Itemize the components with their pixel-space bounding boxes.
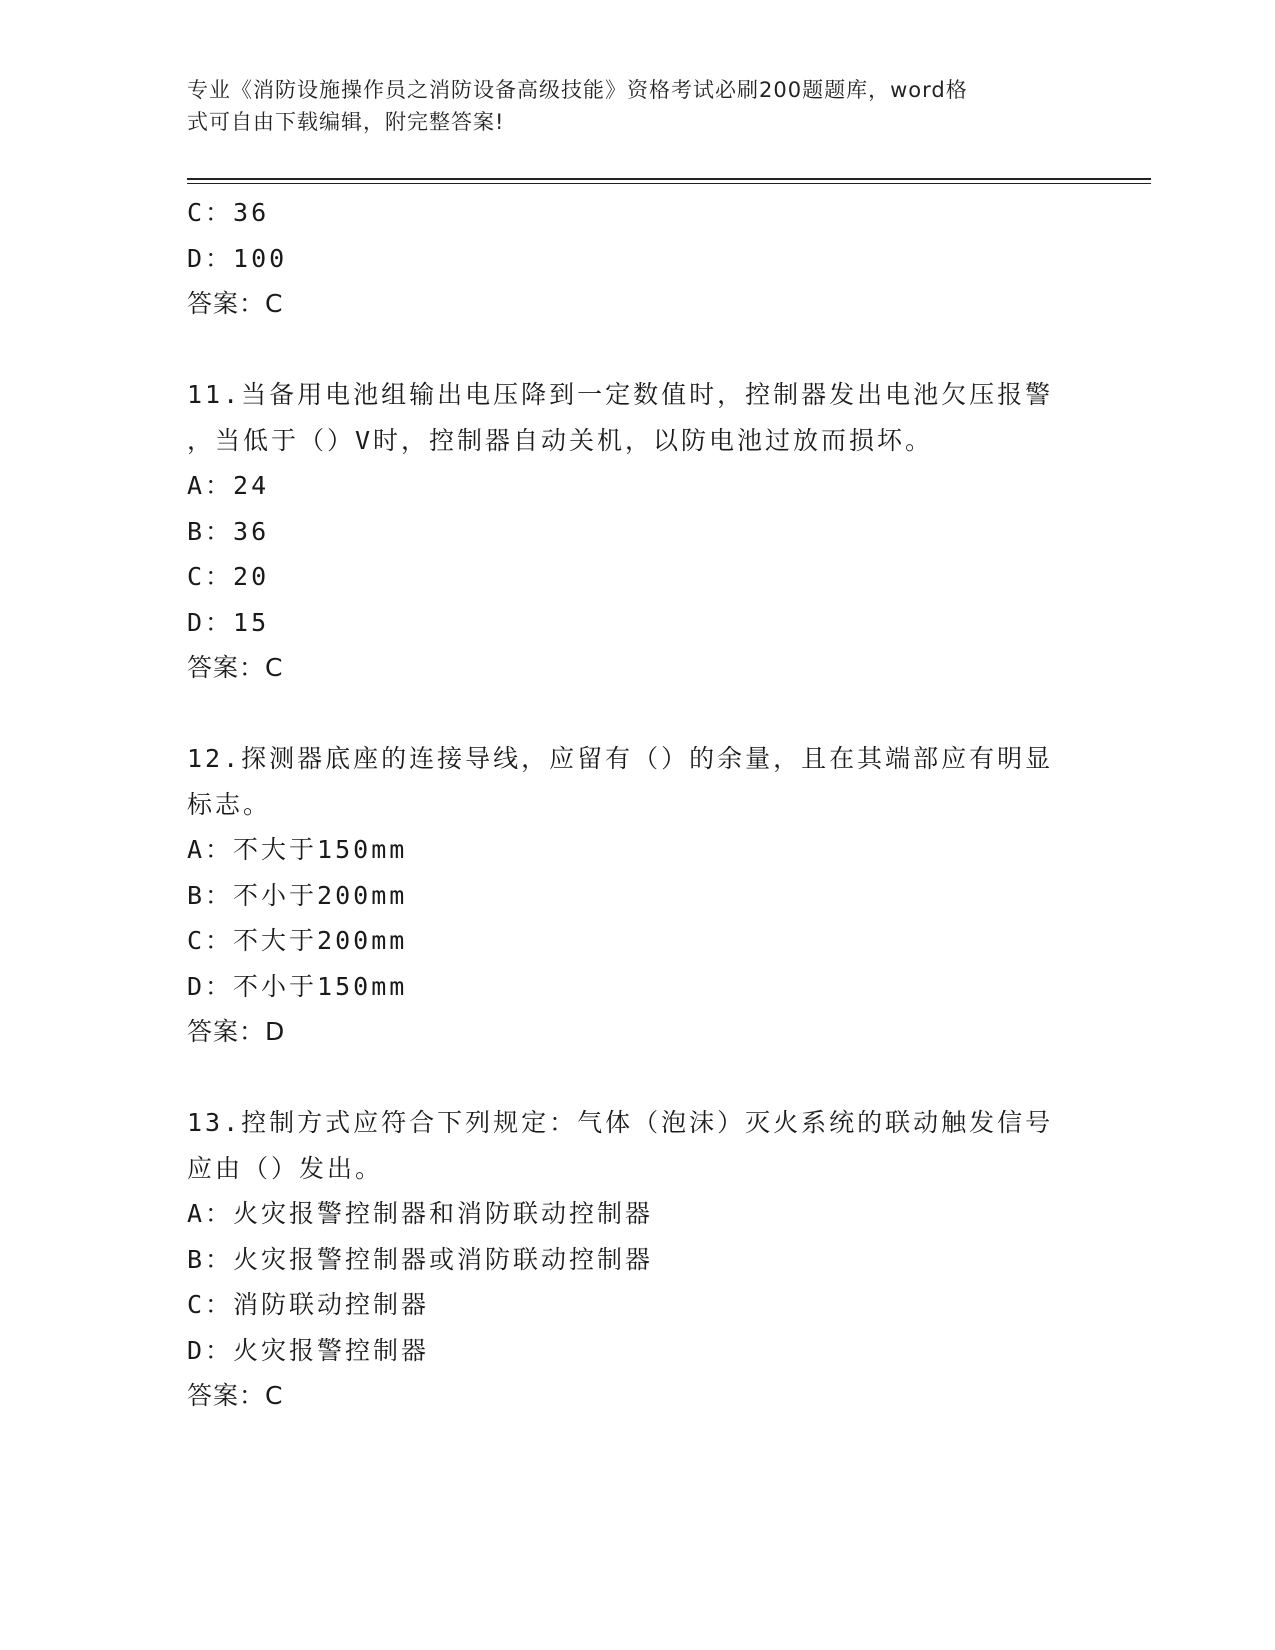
option-c: C：不大于200mm [187, 926, 408, 955]
question-13 [187, 1100, 1087, 1419]
question-stem-line: 应由（）发出。 [187, 1153, 384, 1183]
option-b: B：不小于200mm [187, 880, 408, 910]
question-stem-line: 13.控制方式应符合下列规定：气体（泡沫）灭火系统的联动触发信号 [187, 1108, 1054, 1137]
question-12 [187, 736, 1087, 1055]
option-d: D：火灾报警控制器 [187, 1335, 430, 1365]
header-line-1: 专业《消防设施操作员之消防设备高级技能》资格考试必刷200题题库，word格 [187, 78, 968, 102]
answer-line: 答案：D [187, 1017, 286, 1046]
option-a: A：24 [187, 471, 270, 500]
header-divider-thick [187, 178, 1151, 180]
answer-line: 答案：C [187, 289, 284, 318]
header-divider-thin [187, 183, 1151, 184]
question-list [187, 190, 1087, 1419]
question-stem-line: 标志。 [187, 789, 272, 819]
previous-question-tail [187, 190, 1087, 327]
spacer [187, 327, 1087, 373]
option-c: C：消防联动控制器 [187, 1290, 430, 1319]
option-d: D：15 [187, 607, 270, 637]
question-11 [187, 372, 1087, 691]
answer-line: 答案：C [187, 1381, 284, 1410]
question-stem-line: 12.探测器底座的连接导线，应留有（）的余量，且在其端部应有明显 [187, 744, 1054, 773]
answer-line: 答案：C [187, 653, 284, 682]
option-b: B：火灾报警控制器或消防联动控制器 [187, 1244, 654, 1274]
option-c: C：20 [187, 562, 270, 591]
option-d: D：不小于150mm [187, 971, 408, 1001]
header-line-2: 式可自由下载编辑，附完整答案! [187, 110, 505, 134]
option-b: B：36 [187, 516, 270, 546]
option-c: C：36 [187, 198, 270, 227]
question-stem-line: ，当低于（）V时，控制器自动关机，以防电池过放而损坏。 [187, 425, 934, 455]
option-d: D：100 [187, 243, 288, 273]
option-a: A：火灾报警控制器和消防联动控制器 [187, 1199, 654, 1228]
spacer [187, 691, 1087, 737]
question-stem-line: 11.当备用电池组输出电压降到一定数值时，控制器发出电池欠压报警 [187, 380, 1054, 409]
spacer [187, 1055, 1087, 1101]
document-header [187, 74, 1067, 138]
option-a: A：不大于150mm [187, 835, 408, 864]
